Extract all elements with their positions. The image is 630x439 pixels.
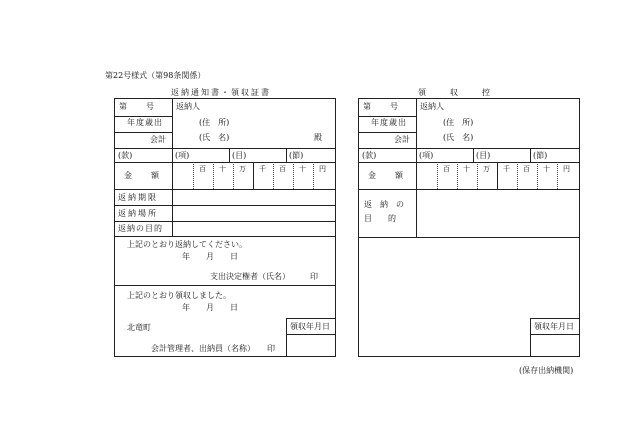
right-digit-1: 十 bbox=[463, 165, 470, 173]
right-digit-0: 百 bbox=[443, 165, 450, 173]
right-fiscal-year-label: 年度歳出 bbox=[371, 118, 407, 127]
right-received-date-label: 領収年月日 bbox=[534, 322, 574, 331]
right-amount-label: 金 額 bbox=[368, 171, 404, 180]
right-digit-6: 円 bbox=[563, 165, 570, 173]
left-date-1: 年 月 日 bbox=[182, 252, 238, 261]
right-moku: (目) bbox=[476, 151, 491, 160]
left-date-2: 年 月 日 bbox=[182, 303, 238, 312]
left-form-title: 返納通知書・領収証書 bbox=[171, 88, 271, 97]
left-approver-text: 支出決定権者（氏名） bbox=[210, 272, 290, 281]
left-received-date-label: 領収年月日 bbox=[290, 322, 330, 331]
left-town: 北竜町 bbox=[127, 323, 151, 332]
right-kan: (款) bbox=[362, 151, 377, 160]
footer-note: (保存出納機関) bbox=[519, 366, 574, 375]
left-number-label: 第 号 bbox=[119, 102, 155, 111]
left-fiscal-year-label: 年度歳出 bbox=[127, 118, 163, 127]
left-digit-3: 千 bbox=[259, 165, 266, 173]
left-deadline-label: 返納期限 bbox=[118, 193, 158, 202]
left-henno-label: 返納人 bbox=[176, 102, 200, 111]
left-amount-label: 金 額 bbox=[124, 171, 160, 180]
left-name-label: (氏 名) bbox=[199, 133, 230, 142]
right-address-label: (住 所) bbox=[443, 118, 474, 127]
right-setsu: (節) bbox=[533, 151, 548, 160]
right-purpose-line-2: 目 的 bbox=[364, 214, 396, 223]
left-kaikei-label: 会計 bbox=[150, 135, 166, 144]
right-number-label: 第 号 bbox=[363, 102, 399, 111]
right-digit-5: 十 bbox=[543, 165, 550, 173]
form-number: 第22号様式（第98条関係） bbox=[105, 71, 206, 80]
left-setsu: (節) bbox=[289, 151, 304, 160]
left-notice-text: 上記のとおり返納してください。 bbox=[127, 240, 247, 249]
left-moku: (目) bbox=[232, 151, 247, 160]
left-kan: (款) bbox=[118, 151, 133, 160]
left-dono: 殿 bbox=[314, 133, 322, 142]
left-place-label: 返納場所 bbox=[118, 209, 158, 218]
left-purpose-label: 返納の目的 bbox=[118, 224, 163, 233]
left-seal-1: 印 bbox=[310, 272, 318, 281]
left-digit-1: 十 bbox=[219, 165, 226, 173]
right-form-title: 領 収 控 bbox=[418, 88, 490, 97]
right-kou: (項) bbox=[419, 151, 434, 160]
right-digit-4: 百 bbox=[523, 165, 530, 173]
right-name-label: (氏 名) bbox=[443, 133, 474, 142]
left-kou: (項) bbox=[175, 151, 190, 160]
left-digit-4: 百 bbox=[279, 165, 286, 173]
left-digit-2: 万 bbox=[239, 165, 246, 173]
right-digit-2: 万 bbox=[483, 165, 490, 173]
left-seal-2: 印 bbox=[267, 344, 275, 353]
right-kaikei-label: 会計 bbox=[394, 135, 410, 144]
right-purpose-line-1: 返 納 の bbox=[364, 200, 404, 209]
left-cashier-text: 会計管理者、出納員（名称） bbox=[151, 344, 255, 353]
right-digit-3: 千 bbox=[503, 165, 510, 173]
left-digit-0: 百 bbox=[199, 165, 206, 173]
left-digit-5: 十 bbox=[299, 165, 306, 173]
right-henno-label: 返納人 bbox=[420, 102, 444, 111]
left-digit-6: 円 bbox=[319, 165, 326, 173]
left-address-label: (住 所) bbox=[199, 118, 230, 127]
left-receipt-text: 上記のとおり領収しました。 bbox=[127, 291, 231, 300]
